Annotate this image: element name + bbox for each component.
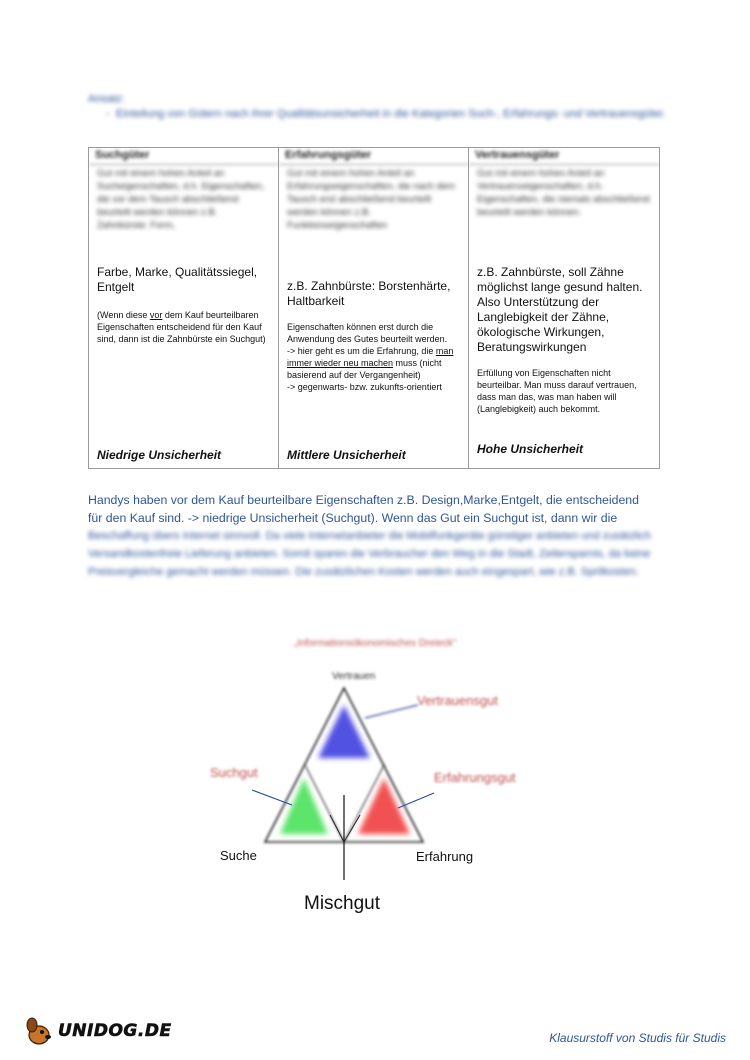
pointer-mischgut-right — [344, 815, 360, 842]
label-suchgut: Suchgut — [210, 765, 258, 780]
dog-icon — [24, 1015, 54, 1047]
paragraph-blurred-text: Beschaffung übers Internet sinnvoll. Da viele Internetanbieter die Mobilfunkgeräte günstiger anbieten und zusätzlich Versandkostenfreie Lieferung anbieten. Somit sparen die Verbraucher den Weg in die Stadt, Zeitersparnis, da keine Preisvergleiche gemacht werden müssen. Die zusätzlichen Kosten werden auch eingespart, wie z.B. Spritkosten. — [88, 530, 651, 578]
label-suche: Suche — [220, 848, 257, 863]
unidog-logo — [24, 1015, 172, 1047]
note1-erfahrungsgueter: Eigenschaften können erst durch die Anwendung des Gutes beurteilt werden. — [287, 322, 448, 344]
pointer-erfahrungsgut — [398, 793, 434, 808]
diagram-title: „Informationsökonomisches Dreieck" — [293, 638, 457, 649]
pointer-mischgut-left — [330, 815, 344, 842]
label-erfahrungsgut: Erfahrungsgut — [434, 770, 516, 785]
intro-bullet: - Einteilung von Gütern nach ihrer Qualitätsunsicherheit in die Kategorien Such-, Erfahrungs- und Vertrauensgüter. — [88, 107, 708, 122]
footer-tagline: Klausurstoff von Studis für Studis — [549, 1031, 726, 1045]
header-erfahrungsgueter: Erfahrungsgüter — [279, 148, 468, 165]
logo-text: UNIDOG.DE — [58, 1021, 172, 1041]
label-mischgut: Mischgut — [304, 893, 381, 914]
main-text-suchgueter: Farbe, Marke, Qualitätssiegel, Entgelt — [97, 265, 258, 294]
header-suchgueter: Suchgüter — [89, 148, 278, 165]
pre-text-suchgueter: Gut mit einem hohen Anteil an Sucheigenschaften, d.h. Eigenschaften, die vor dem Tausch abschließend beurteilt werden können z.B. Zahnbürste: Form, — [97, 168, 265, 231]
footer-mittlere-unsicherheit: Mittlere Unsicherheit — [287, 448, 406, 462]
paragraph-line-2: für den Kauf sind. -> niedrige Unsicherheit (Suchgut). Wenn das Gut ein Suchgut ist, dann wir die — [88, 511, 618, 525]
note2-erfahrungsgueter: -> hier geht es um die Erfahrung, die man immer wieder neu machen muss (nicht basierend auf der Vergangenheit) — [287, 346, 454, 380]
main-text-vertrauensgueter: z.B. Zahnbürste, soll Zähne möglichst lange gesund halten. Also Unterstützung der Langlebigkeit der Zähne, ökologische Wirkungen, Beratungswirkungen — [477, 265, 643, 354]
footer-hohe-unsicherheit: Hohe Unsicherheit — [477, 442, 584, 456]
intro-heading: Ansatz: — [88, 93, 125, 105]
note-vertrauensgueter: Erfüllung von Eigenschaften nicht beurteilbar. Man muss darauf vertrauen, dass man das, was man haben will (Langlebigkeit) auch bekommt. — [477, 368, 637, 414]
label-vertrauensgut: Vertrauensgut — [417, 693, 498, 708]
paragraph-line-1: Handys haben vor dem Kauf beurteilbare Eigenschaften z.B. Design,Marke,Entgelt, die entscheidend — [88, 493, 639, 507]
note-suchgueter: (Wenn diese vor dem Kauf beurteilbaren Eigenschaften entscheidend für den Kauf sind, dann ist die Zahnbürste ein Suchgut) — [97, 310, 266, 344]
header-vertrauensgueter: Vertrauensgüter — [469, 148, 659, 165]
suchgut-triangle — [280, 778, 328, 834]
note3-erfahrungsgueter: -> gegenwarts- bzw. zukunfts-orientiert — [287, 382, 442, 392]
pointer-suchgut — [252, 790, 292, 805]
pointer-vertrauensgut — [365, 705, 418, 718]
main-text-erfahrungsgueter: z.B. Zahnbürste: Borstenhärte, Haltbarkeit — [287, 279, 451, 308]
pre-text-vertrauensgueter: Gut mit einem hohen Anteil an Vertrauenseigenschaften, d.h. Eigenschaften, die niemals abschließend beurteilt werden können. — [477, 168, 650, 218]
footer-niedrige-unsicherheit: Niedrige Unsicherheit — [97, 448, 222, 462]
vertrauensgut-triangle — [318, 705, 370, 758]
label-erfahrung: Erfahrung — [416, 849, 474, 864]
pre-text-erfahrungsgueter: Gut mit einem hohen Anteil an Erfahrungseigenschaften, die nach dem Tausch erst abschließend beurteilt werden können z.B. Funktionseigenschaften — [287, 168, 455, 231]
label-vertrauen: Vertrauen — [332, 671, 376, 682]
